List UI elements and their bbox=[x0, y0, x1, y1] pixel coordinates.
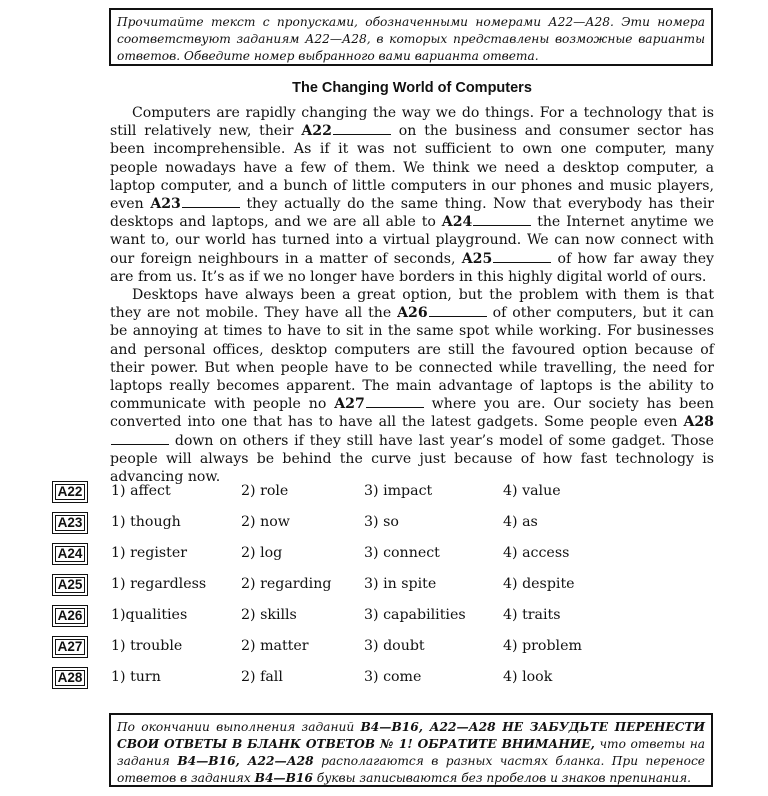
answer-option[interactable]: 2) now bbox=[241, 514, 290, 530]
gap-a22-blank bbox=[333, 122, 391, 135]
p1-text-1: Computers are rapidly changing the way we do things. For a technology that is still relatively new, their bbox=[110, 105, 714, 140]
answer-option[interactable]: 3) connect bbox=[364, 545, 440, 561]
question-label: A22 bbox=[52, 481, 88, 503]
gap-a23-label: A23 bbox=[150, 196, 181, 213]
question-label: A26 bbox=[52, 605, 88, 627]
answer-option[interactable]: 3) so bbox=[364, 514, 399, 530]
gap-a25-label: A25 bbox=[461, 250, 493, 267]
question-row bbox=[0, 543, 768, 567]
question-label: A23 bbox=[52, 512, 88, 534]
gap-a26-blank bbox=[429, 304, 487, 317]
p1-text-5: of how far away they are from us. It’s as if we no longer have borders in this highly digital world of ours. bbox=[110, 250, 715, 285]
answer-option[interactable]: 4) problem bbox=[503, 638, 582, 654]
answer-option[interactable]: 1) register bbox=[111, 545, 188, 561]
gap-a27-label: A27 bbox=[334, 396, 365, 413]
question-row bbox=[0, 667, 768, 691]
bottom-text-7: буквы записываются без пробелов и знаков препинания. bbox=[316, 771, 692, 785]
instructions-top-box bbox=[109, 8, 713, 66]
answer-option[interactable]: 2) fall bbox=[241, 669, 283, 685]
answer-option[interactable]: 4) value bbox=[503, 483, 561, 499]
p1-text-3: they actually do the same thing. Now that everybody has their desktops and laptops, and we are all able to bbox=[110, 196, 714, 231]
p2-text-1: Desktops have always been a great option, but the problem with them is that they are not mobile. They have all the bbox=[110, 287, 714, 322]
answer-option[interactable]: 1) affect bbox=[111, 483, 171, 499]
gap-a27-blank bbox=[366, 395, 424, 408]
answer-option[interactable]: 2) role bbox=[241, 483, 289, 499]
gap-a23-blank bbox=[182, 195, 240, 208]
gap-a25-blank bbox=[493, 250, 551, 263]
answer-option[interactable]: 1)qualities bbox=[111, 607, 188, 623]
answer-option[interactable]: 4) despite bbox=[503, 576, 575, 592]
answer-option[interactable]: 3) capabilities bbox=[364, 607, 466, 623]
answer-option[interactable]: 1) turn bbox=[111, 669, 161, 685]
answer-option[interactable]: 3) in spite bbox=[364, 576, 437, 592]
question-row bbox=[0, 512, 768, 536]
instructions-bottom-box bbox=[109, 713, 713, 787]
paragraph-2 bbox=[110, 286, 714, 486]
p2-text-4: down on others if they still have last year’s model of some gadget. Those people will always be behind the curve just because of how fast technology is advancing now. bbox=[110, 432, 714, 486]
question-row bbox=[0, 574, 768, 598]
answer-option[interactable]: 2) regarding bbox=[241, 576, 332, 592]
bottom-text-5: располагаются в разных частях бланка. При переносе ответов в заданиях bbox=[117, 754, 706, 785]
p2-text-2: of other computers, but it can be annoying at times to have to sit in the same spot while working. For businesses and personal offices, desktop computers are still the favoured option because of their power. But when people have to be connected while travelling, the need for laptops really becomes apparent. The main advantage of laptops is the ability to communicate with people no bbox=[110, 305, 714, 413]
question-label: A25 bbox=[52, 574, 88, 596]
gap-a22-label: A22 bbox=[301, 123, 332, 140]
instructions-top-text: Прочитайте текст с пропусками, обозначенными номерами А22—А28. Эти номера соответствуют заданиям А22—А28, в которых представлены возможные варианты ответов. Обведите номер выбранного вами варианта ответа. bbox=[117, 15, 705, 63]
answer-option[interactable]: 3) doubt bbox=[364, 638, 425, 654]
paragraph-1 bbox=[110, 104, 714, 286]
p1-text-4: the Internet anytime we want to, our world has turned into a virtual playground. We can now connect with our foreign neighbours in a matter of seconds, bbox=[110, 214, 715, 267]
gap-a28-label: A28 bbox=[683, 414, 714, 431]
answer-option[interactable]: 1) though bbox=[111, 514, 181, 530]
question-label: A24 bbox=[52, 543, 88, 565]
question-label: A28 bbox=[52, 667, 88, 689]
answer-option[interactable]: 1) trouble bbox=[111, 638, 183, 654]
question-row bbox=[0, 605, 768, 629]
gap-a24-blank bbox=[473, 213, 531, 226]
gap-a26-label: A26 bbox=[397, 305, 428, 322]
p1-text-2: on the business and consumer sector has been incomprehensible. As if it was not sufficient to own one computer, many people nowadays have a few of them. We think we need a desktop computer, a laptop computer, and a bunch of little computers in our phones and music players, even bbox=[110, 123, 715, 213]
answer-option[interactable]: 2) log bbox=[241, 545, 283, 561]
bottom-text-4: В4—В16, А22—А28 bbox=[177, 754, 314, 768]
bottom-text-2: В4—В16, А22—А28 НЕ ЗАБУДЬТЕ ПЕРЕНЕСТИ СВОИ ОТВЕТЫ В БЛАНК ОТВЕТОВ № 1! ОБРАТИТЕ ВНИМАНИЕ, bbox=[117, 720, 705, 751]
answer-option[interactable]: 3) come bbox=[364, 669, 422, 685]
gap-a28-blank bbox=[111, 432, 169, 445]
answer-option[interactable]: 2) skills bbox=[241, 607, 297, 623]
question-label: A27 bbox=[52, 636, 88, 658]
question-row bbox=[0, 481, 768, 505]
answer-option[interactable]: 3) impact bbox=[364, 483, 433, 499]
passage-title: The Changing World of Computers bbox=[292, 80, 532, 96]
answer-option[interactable]: 4) as bbox=[503, 514, 538, 530]
bottom-text-1: По окончании выполнения заданий bbox=[117, 720, 355, 734]
question-row bbox=[0, 636, 768, 660]
answer-option[interactable]: 4) look bbox=[503, 669, 553, 685]
gap-a24-label: A24 bbox=[441, 214, 473, 231]
answer-option[interactable]: 1) regardless bbox=[111, 576, 207, 592]
bottom-text-3: что ответы на задания bbox=[117, 737, 706, 768]
bottom-text-6: В4—В16 bbox=[254, 771, 313, 785]
p2-text-3: where you are. Our society has been converted into one that has to have all the latest gadgets. Some people even bbox=[110, 396, 714, 431]
answer-option[interactable]: 2) matter bbox=[241, 638, 309, 654]
answer-option[interactable]: 4) access bbox=[503, 545, 570, 561]
answer-option[interactable]: 4) traits bbox=[503, 607, 561, 623]
passage-text bbox=[110, 104, 714, 486]
